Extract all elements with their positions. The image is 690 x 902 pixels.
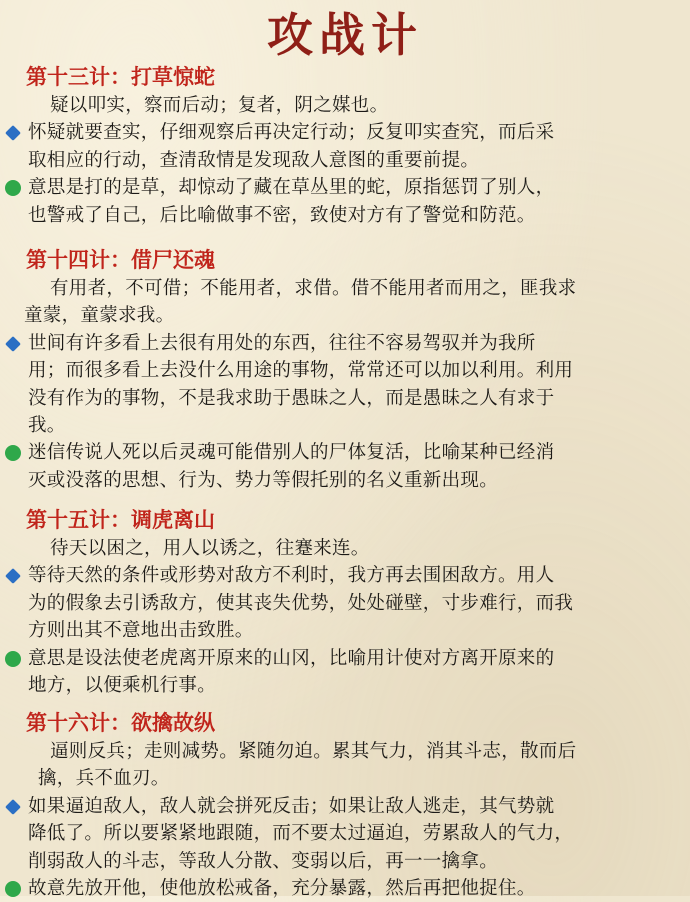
green-circle-icon	[5, 180, 21, 196]
section-14	[0, 245, 690, 494]
explain-line: 怀疑就要查实，仔细观察后再决定行动；反复叩实查究，而后采	[4, 119, 690, 146]
green-circle-icon	[5, 445, 21, 461]
quote-block	[0, 535, 690, 562]
quote-line: 擒，兵不血刃。	[38, 768, 170, 790]
meaning-block	[0, 174, 690, 229]
explain-line: 没有作为的事物，不是我求助于愚昧之人，而是愚昧之人有求于	[28, 387, 555, 409]
section-13	[0, 62, 690, 229]
section-heading: 第十六计：欲擒故纵	[26, 710, 215, 735]
quote-line: 逼则反兵；走则减势。紧随勿迫。累其气力，消其斗志，散而后	[50, 741, 577, 762]
meaning-line: 迷信传说人死以后灵魂可能借别人的尸体复活，比喻某种已经消	[4, 439, 690, 466]
quote-block	[0, 738, 690, 793]
section-heading: 第十五计：调虎离山	[26, 507, 215, 532]
quote-line: 童蒙，童蒙求我。	[24, 305, 175, 327]
meaning-block	[0, 875, 690, 902]
explain-line: 世间有许多看上去很有用处的东西，往往不容易驾驭并为我所	[4, 330, 690, 357]
meaning-block	[0, 439, 690, 494]
explain-block	[0, 119, 690, 174]
meaning-line: 也警戒了自己，后比喻做事不密，致使对方有了警觉和防范。	[28, 204, 536, 226]
quote-block	[0, 92, 690, 119]
section-heading: 第十四计：借尸还魂	[26, 247, 215, 272]
explain-block	[0, 330, 690, 440]
quote-line: 有用者，不可借；不能用者，求借。借不能用者而用之，匪我求	[50, 278, 577, 299]
explain-line: 为的假象去引诱敌方，使其丧失优势，处处碰壁，寸步难行，而我	[28, 592, 574, 614]
green-circle-icon	[5, 651, 21, 667]
explain-line: 取相应的行动，查清敌情是发现敌人意图的重要前提。	[28, 149, 480, 171]
meaning-line: 地方，以便乘机行事。	[28, 675, 217, 697]
quote-line: 疑以叩实，察而后动；复者，阴之媒也。	[50, 95, 389, 116]
section-heading: 第十三计：打草惊蛇	[26, 64, 215, 89]
meaning-line: 意思是打的是草，却惊动了藏在草丛里的蛇，原指惩罚了别人，	[4, 174, 690, 201]
quote-line: 待天以困之，用人以诱之，往蹇来连。	[50, 538, 370, 559]
blue-diamond-icon	[5, 568, 21, 584]
page-title: 攻战计	[267, 8, 423, 62]
blue-diamond-icon	[5, 336, 21, 352]
meaning-line: 故意先放开他，使他放松戒备，充分暴露，然后再把他捉住。	[4, 875, 690, 902]
explain-line: 方则出其不意地出击致胜。	[28, 620, 254, 642]
section-16	[0, 708, 690, 902]
explain-block	[0, 793, 690, 875]
explain-line: 用；而很多看上去没什么用途的事物，常常还可以加以利用。利用	[28, 360, 574, 382]
explain-line: 如果逼迫敌人，敌人就会拼死反击；如果让敌人逃走，其气势就	[4, 793, 690, 820]
meaning-line: 意思是设法使老虎离开原来的山冈，比喻用计使对方离开原来的	[4, 645, 690, 672]
blue-diamond-icon	[5, 799, 21, 815]
blue-diamond-icon	[5, 125, 21, 141]
explain-line: 等待天然的条件或形势对敌方不利时，我方再去围困敌方。用人	[4, 562, 690, 589]
explain-line: 我。	[28, 415, 66, 437]
section-15	[0, 505, 690, 699]
explain-block	[0, 562, 690, 644]
explain-line: 削弱敌人的斗志，等敌人分散、变弱以后，再一一擒拿。	[28, 850, 499, 872]
explain-line: 降低了。所以要紧紧地跟随，而不要太过逼迫，劳累敌人的气力，	[28, 823, 574, 845]
meaning-block	[0, 645, 690, 700]
quote-block	[0, 275, 690, 330]
meaning-line: 灭或没落的思想、行为、势力等假托别的名义重新出现。	[28, 469, 499, 491]
green-circle-icon	[5, 881, 21, 897]
